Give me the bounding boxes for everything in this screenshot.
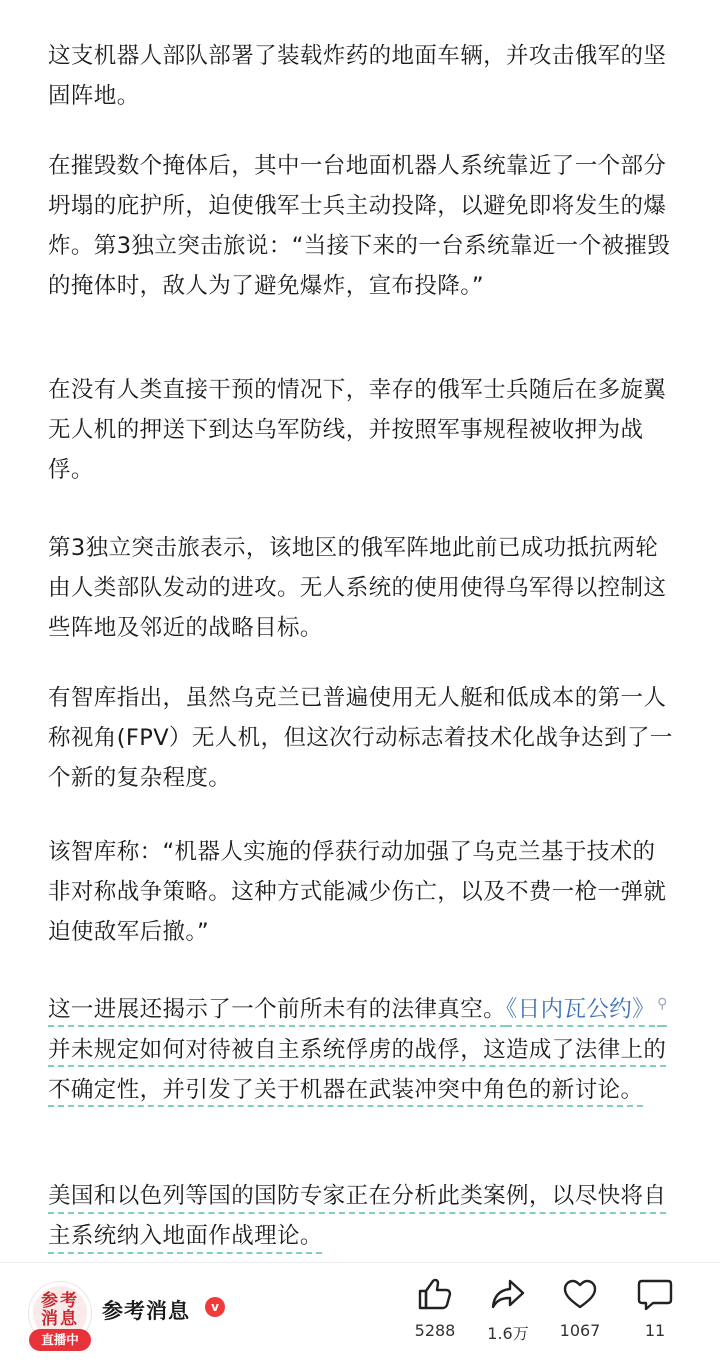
article-paragraph: 这支机器人部队部署了装载炸药的地面车辆，并攻击俄军的坚固阵地。 xyxy=(48,43,667,109)
article-paragraph: 有智库指出，虽然乌克兰已普遍使用无人艇和低成本的第一人称视角(FPV）无人机，但这次行动标志着技术化战争达到了一个新的复杂程度。 xyxy=(48,685,673,791)
paragraph-text: 并未规定如何对待被自主系统俘虏的战俘，这造成了法律上的不确定性，并引发了关于机器在武装冲突中角色的新讨论。 xyxy=(48,1036,667,1103)
live-badge[interactable]: 直播中 xyxy=(29,1329,91,1351)
favorite-count: 1067 xyxy=(559,1321,601,1340)
comment-count: 11 xyxy=(644,1321,666,1340)
comment-button[interactable] xyxy=(610,1277,700,1340)
share-count: 1.6万 xyxy=(487,1324,529,1343)
thumbs-up-icon xyxy=(417,1277,453,1311)
avatar-logo: 参考消息 xyxy=(33,1286,87,1340)
article-paragraph: 第3独立突击旅表示，该地区的俄军阵地此前已成功抵抗两轮由人类部队发动的进攻。无人系统的使用使得乌军得以控制这些阵地及邻近的战略目标。 xyxy=(48,535,667,641)
like-count: 5288 xyxy=(414,1321,456,1340)
article-paragraph-highlighted[interactable] xyxy=(48,984,678,1110)
comment-icon xyxy=(637,1277,673,1311)
account-name[interactable]: 参考消息 xyxy=(102,1299,190,1323)
verified-badge: v xyxy=(205,1297,225,1317)
geneva-convention-link[interactable]: 《日内瓦公约》 xyxy=(506,996,656,1023)
search-icon[interactable]: ⚲ xyxy=(657,996,668,1012)
article-paragraph: 在摧毁数个掩体后，其中一台地面机器人系统靠近了一个部分坍塌的庇护所，迫使俄军士兵主动投降，以避免即将发生的爆炸。第3独立突击旅说：“当接下来的一台系统靠近一个被摧毁的掩体时，敌人为了避免爆炸，宣布投降。” xyxy=(48,153,671,299)
heart-icon xyxy=(562,1277,598,1311)
article-paragraph: 该智库称：“机器人实施的俘获行动加强了乌克兰基于技术的非对称战争策略。这种方式能减少伤亡，以及不费一枪一弹就迫使敌军后撤。” xyxy=(48,839,667,945)
article-paragraph-highlighted[interactable]: 美国和以色列等国的国防专家正在分析此类案例，以尽快将自主系统纳入地面作战理论。 xyxy=(48,1183,667,1249)
share-icon xyxy=(490,1277,526,1311)
article-paragraph: 在没有人类直接干预的情况下，幸存的俄军士兵随后在多旋翼无人机的押送下到达乌军防线，并按照军事规程被收押为战俘。 xyxy=(48,377,667,483)
bottom-action-bar xyxy=(0,1262,720,1366)
paragraph-text: 这一进展还揭示了一个前所未有的法律真空。 xyxy=(48,996,507,1023)
